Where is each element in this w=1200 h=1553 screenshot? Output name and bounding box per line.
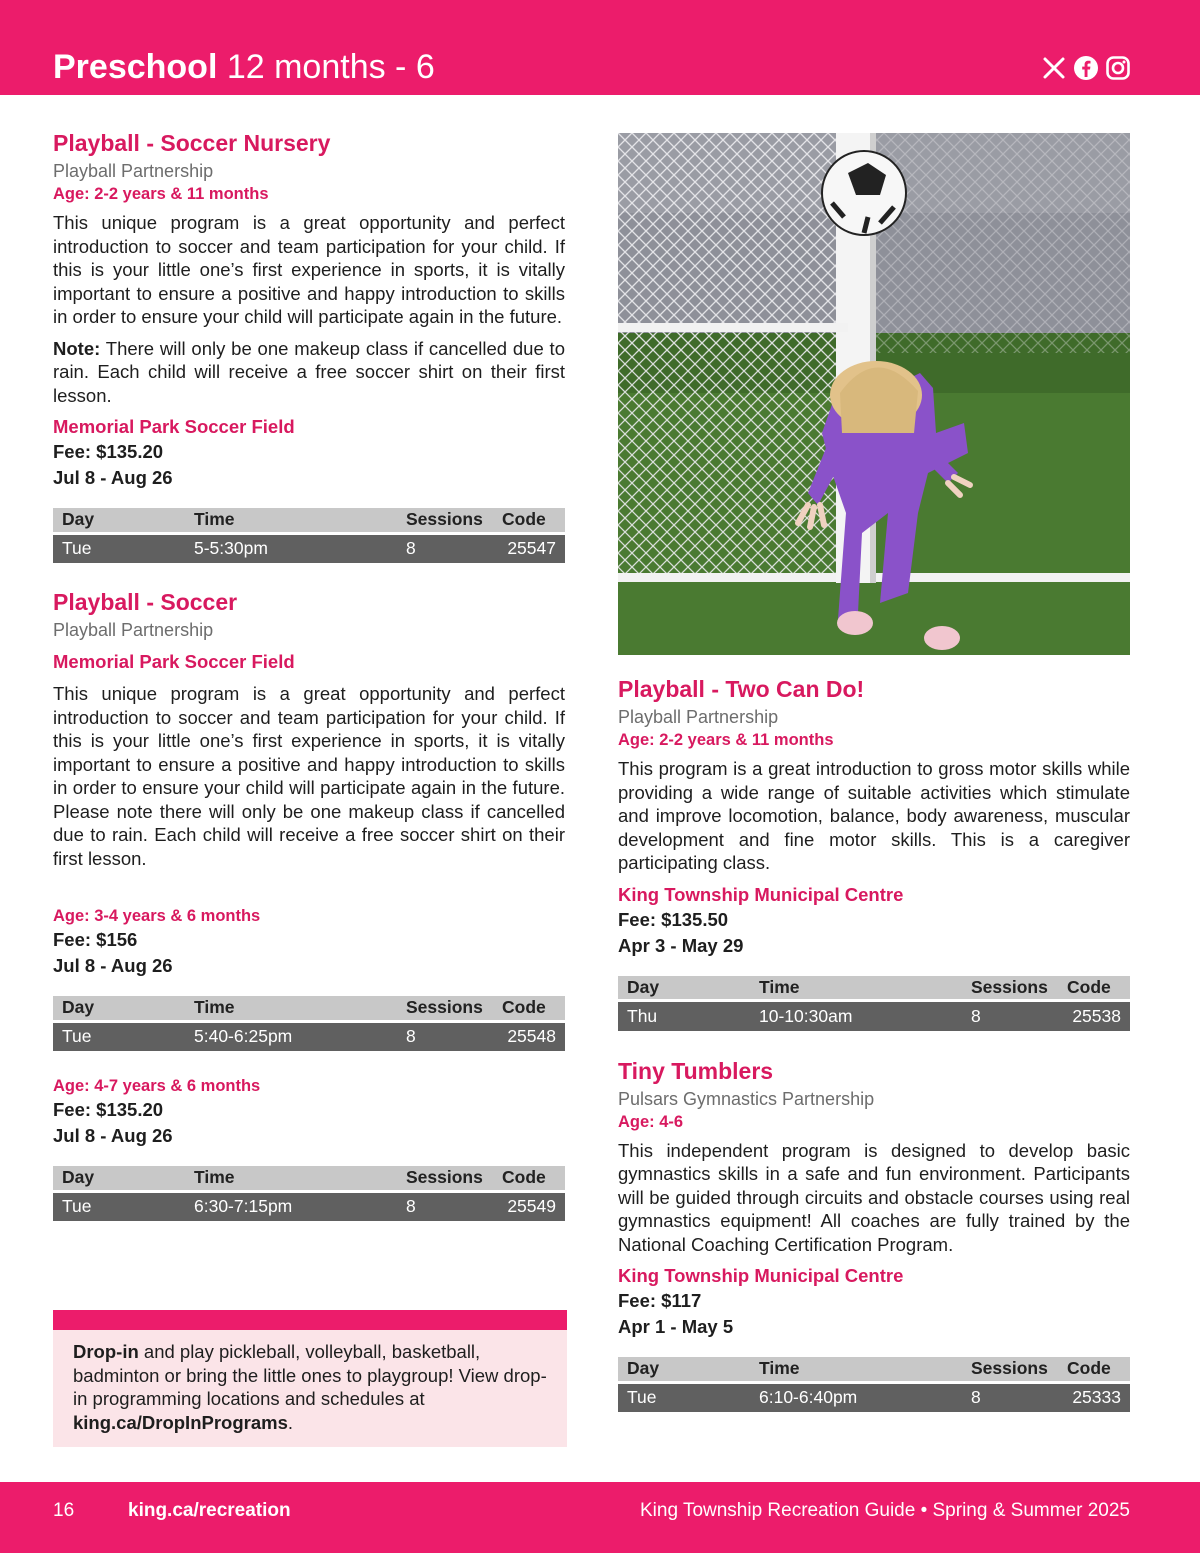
cell-sessions: 8 — [962, 1001, 1058, 1031]
table-row — [53, 533, 565, 563]
cell-sessions: 8 — [962, 1382, 1058, 1412]
table-row — [618, 1001, 1130, 1031]
cell-code: 25538 — [1058, 1001, 1130, 1031]
program-age: Age: 3-4 years & 6 months — [53, 907, 261, 925]
program-partner: Playball Partnership — [53, 161, 214, 181]
col-code: Code — [493, 508, 565, 533]
col-code: Code — [493, 996, 565, 1021]
schedule-table — [618, 976, 1130, 1031]
program-fee: Fee: $156 — [53, 929, 138, 950]
program-title: Playball - Two Can Do! — [618, 676, 865, 702]
cell-time: 6:10-6:40pm — [750, 1382, 962, 1412]
x-icon[interactable] — [1041, 55, 1067, 81]
program-description: This unique program is a great opportunity and perfect introduction to soccer and team participation for your child. If this is your little one’s first experience in sports, it is vitally important to ensure a positive and happy introduction to skills in order to ensure your child will participate again in the future. Please note there will only be one makeup class if cancelled due to rain. Each child will receive a free soccer shirt on their first lesson. — [53, 683, 565, 869]
program-partner: Pulsars Gymnastics Partnership — [618, 1088, 875, 1109]
col-sessions: Sessions — [397, 1166, 493, 1191]
program-venue: Memorial Park Soccer Field — [53, 416, 295, 437]
program-tiny-tumblers — [618, 1055, 1130, 1413]
right-column — [618, 673, 1130, 1412]
program-age: Age: 4-7 years & 6 months — [53, 1077, 261, 1095]
program-dates: Jul 8 - Aug 26 — [53, 467, 173, 488]
table-header-row — [618, 976, 1130, 1001]
instagram-icon[interactable] — [1105, 55, 1131, 81]
cell-sessions: 8 — [397, 1021, 493, 1051]
program-title: Playball - Soccer Nursery — [53, 130, 331, 156]
cell-time: 10-10:30am — [750, 1001, 962, 1031]
program-description: This unique program is a great opportunity and perfect introduction to soccer and team participation for your child. If this is your little one’s first experience in sports, it is vitally important to ensure a positive and happy introduction to skills in order to ensure your child will participate again in the future. — [53, 212, 565, 327]
cell-time: 6:30-7:15pm — [185, 1191, 397, 1221]
col-time: Time — [750, 1357, 962, 1382]
page-title-bold: Preschool — [53, 48, 218, 86]
program-fee: Fee: $135.50 — [618, 908, 729, 930]
col-time: Time — [185, 1166, 397, 1191]
table-header-row — [53, 996, 565, 1021]
program-age: Age: 2-2 years & 11 months — [618, 731, 834, 749]
program-title: Tiny Tumblers — [618, 1057, 774, 1084]
page-header — [0, 0, 1200, 95]
program-fee: Fee: $117 — [618, 1290, 702, 1311]
dropin-link[interactable]: king.ca/DropInPrograms — [73, 1411, 288, 1433]
dropin-lead: Drop-in — [73, 1341, 139, 1362]
page-title — [53, 44, 435, 90]
cell-day: Tue — [53, 533, 185, 563]
col-time: Time — [750, 976, 962, 1001]
schedule-table — [53, 508, 565, 563]
cell-sessions: 8 — [397, 1191, 493, 1221]
social-icons — [1041, 55, 1131, 81]
program-fee: Fee: $135.20 — [53, 441, 164, 462]
col-day: Day — [53, 508, 185, 533]
program-description: This program is a great introduction to gross motor skills while providing a wide range of suitable activities which stimulate and improve locomotion, balance, body awareness, muscular development and fine motor skills. This is a caregiver participating class. — [618, 758, 1130, 873]
age-group-2 — [53, 1075, 565, 1221]
program-age: Age: 4-6 — [618, 1112, 684, 1131]
program-partner: Playball Partnership — [618, 707, 779, 727]
col-sessions: Sessions — [962, 1357, 1058, 1382]
cell-code: 25548 — [493, 1021, 565, 1051]
dropin-end: . — [287, 1411, 293, 1433]
col-day: Day — [618, 1357, 750, 1382]
table-row — [618, 1382, 1130, 1412]
col-time: Time — [185, 508, 397, 533]
col-time: Time — [185, 996, 397, 1021]
cell-day: Thu — [618, 1001, 750, 1031]
program-description: This independent program is designed to develop basic gymnastics skills in a safe and fun environment. Participants will be guided through circuits and obstacle courses using real gymnastics equipment! All coaches are fully trained by the National Coaching Certification Program. — [618, 1139, 1130, 1255]
dropin-text — [53, 1330, 567, 1434]
page-footer — [0, 1482, 1200, 1553]
cell-sessions: 8 — [397, 533, 493, 563]
cell-day: Tue — [618, 1382, 750, 1412]
program-soccer — [53, 586, 565, 1221]
callout-accent-bar — [53, 1310, 567, 1330]
col-day: Day — [53, 1166, 185, 1191]
col-code: Code — [493, 1166, 565, 1191]
program-two-can-do — [618, 673, 1130, 1031]
program-fee: Fee: $135.20 — [53, 1099, 164, 1120]
col-code: Code — [1058, 1357, 1130, 1382]
schedule-table — [53, 996, 565, 1051]
program-partner: Playball Partnership — [53, 620, 214, 640]
left-column — [53, 127, 565, 1221]
program-dates: Apr 3 - May 29 — [618, 934, 744, 956]
program-soccer-nursery — [53, 127, 565, 563]
program-dates: Apr 1 - May 5 — [618, 1316, 734, 1337]
cell-code: 25547 — [493, 533, 565, 563]
program-venue: Memorial Park Soccer Field — [53, 651, 295, 672]
footer-url[interactable]: king.ca/recreation — [128, 1500, 291, 1521]
dropin-body: and play pickleball, volleyball, basketball, badminton or bring the little ones to playgroup! View drop-in programming locations and schedules at — [73, 1341, 547, 1409]
soccer-child-photo — [618, 133, 1130, 655]
note-text: There will only be one makeup class if cancelled due to rain. Each child will receive a free soccer shirt on their first lesson. — [53, 337, 565, 406]
schedule-table — [53, 1166, 565, 1221]
cell-code: 25333 — [1058, 1382, 1130, 1412]
program-venue: King Township Municipal Centre — [618, 883, 904, 905]
program-age: Age: 2-2 years & 11 months — [53, 185, 269, 203]
program-venue: King Township Municipal Centre — [618, 1265, 904, 1286]
table-header-row — [53, 508, 565, 533]
page-title-range: 12 months - 6 — [226, 48, 435, 86]
age-group-1 — [53, 905, 565, 1051]
facebook-icon[interactable] — [1073, 55, 1099, 81]
col-day: Day — [53, 996, 185, 1021]
dropin-callout — [53, 1310, 567, 1447]
footer-guide-title: King Township Recreation Guide • Spring & Summer 2025 — [639, 1500, 1130, 1521]
cell-day: Tue — [53, 1021, 185, 1051]
cell-day: Tue — [53, 1191, 185, 1221]
note-label: Note: — [53, 337, 101, 359]
program-dates: Jul 8 - Aug 26 — [53, 955, 173, 976]
program-dates: Jul 8 - Aug 26 — [53, 1125, 173, 1146]
table-row — [53, 1191, 565, 1221]
table-header-row — [53, 1166, 565, 1191]
program-title: Playball - Soccer — [53, 589, 238, 615]
cell-time: 5:40-6:25pm — [185, 1021, 397, 1051]
col-sessions: Sessions — [397, 996, 493, 1021]
col-day: Day — [618, 976, 750, 1001]
table-header-row — [618, 1357, 1130, 1382]
schedule-table — [618, 1357, 1130, 1412]
col-sessions: Sessions — [397, 508, 493, 533]
table-row — [53, 1021, 565, 1051]
col-code: Code — [1058, 976, 1130, 1001]
program-note — [53, 337, 565, 408]
col-sessions: Sessions — [962, 976, 1058, 1001]
page-number: 16 — [53, 1500, 75, 1521]
cell-code: 25549 — [493, 1191, 565, 1221]
cell-time: 5-5:30pm — [185, 533, 397, 563]
